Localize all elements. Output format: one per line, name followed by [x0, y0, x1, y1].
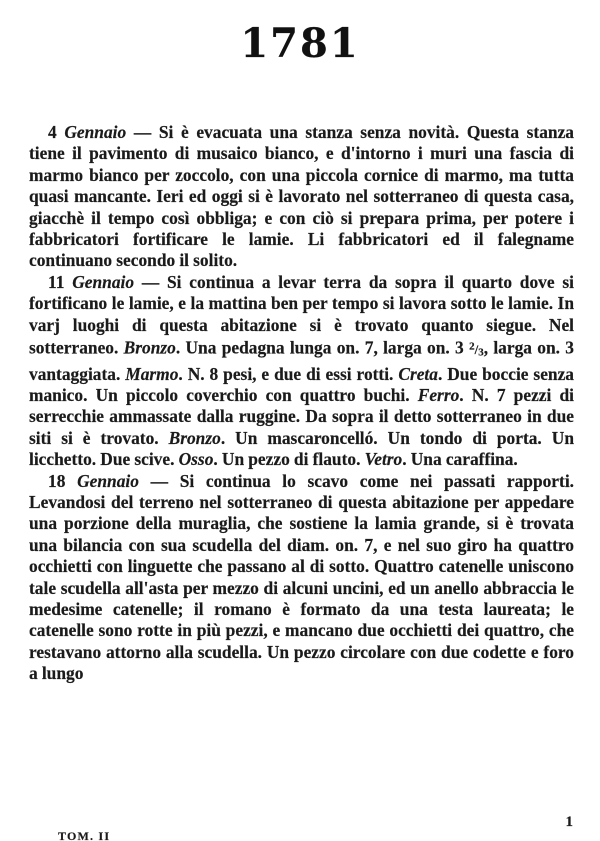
material-label: Bronzo [168, 427, 221, 448]
fraction-bar: / [474, 341, 479, 357]
entry-day: 11 [48, 271, 65, 292]
entry-body: Si continua lo scavo come nei passati rapporti. Levandosi del terreno nel sotterraneo di questa abitazione per appedare una porzione della muraglia, che sostiene la lamia grande, si è trovata una bilancia con sua scudella del diam. on. 7, e nel suo giro ha quattro occhietti con linguette che passano al di sotto. Quattro catenelle uniscono tale scudella all'asta per mezzo di alcuni uncini, ed un anello abbraccia le medesime catenelle; il romano è formato da una testa laureata; le catenelle sono rotte in più pezzi, e mancano due occhietti dei quattro, che restavano attorno alla scudella. Un pezzo circolare con due codette e foro a lungo [29, 470, 574, 684]
entry-separator: — [141, 271, 160, 292]
diary-entry [29, 471, 574, 685]
volume-mark: TOM. II [58, 829, 111, 841]
entry-text-segment: . Due boccie senza manico. Un piccolo coverchio con quattro buchi. [29, 363, 574, 406]
material-label: Vetro [364, 449, 403, 470]
diary-entry [29, 272, 574, 471]
entry-text-segment: , larga on. 3 vantaggiata. [29, 337, 574, 384]
entry-text-segment: . Un mascaroncelló. Un tondo di porta. Un licchetto. Due scive. [29, 427, 574, 470]
diary-entry [29, 122, 574, 272]
entry-body: Si è evacuata una stanza senza novità. Questa stanza tiene il pavimento di musaico bianco, e d'intorno i muri una fascia di marmo bianco per zoccolo, con una piccola cornice di marmo, ma tutta quasi mancante. Ieri ed oggi si è lavorato nel sotterraneo di questa casa, giacchè il tempo così obbliga; e con ciò si prepara prima, per potere i fabbricatori fortificare le lamie. Li fabbricatori ed il falegname continuano secondo il solito. [29, 122, 575, 271]
entry-separator: — [133, 122, 152, 142]
entry-month: Gennaio [72, 271, 135, 292]
body-text-block [29, 122, 574, 685]
entry-text-segment: . Una pedagna lunga on. 7, larga on. 3 [175, 337, 470, 358]
page-title: 1781 [240, 20, 360, 67]
material-label: Osso [178, 449, 214, 470]
entry-text-segment: Si continua a levar terra da sopra il quarto dove si fortificano le lamie, e la mattina ben per tempo si lavora sotto le lamie. In varj luoghi di questa abitazione si è trovato quanto siegue. Nel sotterraneo. [29, 271, 574, 358]
entry-text-segment: . N. 7 pezzi di serrecchie ammassate dalla ruggine. Da sopra il detto sotterraneo in due siti si è trovato. [29, 385, 574, 448]
entry-text-segment: . Un pezzo di flauto. [213, 449, 365, 470]
fraction-denominator: 3 [478, 346, 484, 359]
entry-day: 4 [48, 122, 57, 142]
material-label: Marmo [125, 363, 179, 384]
page-number: 1 [565, 814, 573, 830]
material-label: Ferro [417, 385, 460, 406]
measurement-fraction [469, 340, 484, 359]
fraction-numerator: 2 [469, 340, 475, 353]
entry-month: Gennaio [77, 470, 139, 491]
entry-month: Gennaio [64, 122, 127, 142]
entry-text-segment: . Una caraffina. [402, 449, 518, 470]
entry-day: 18 [48, 470, 66, 491]
material-label: Bronzo [123, 337, 176, 358]
entry-separator: — [150, 470, 168, 491]
entry-text-segment: . N. 8 pesi, e due di essi rotti. [178, 363, 399, 384]
material-label: Creta [398, 363, 438, 384]
